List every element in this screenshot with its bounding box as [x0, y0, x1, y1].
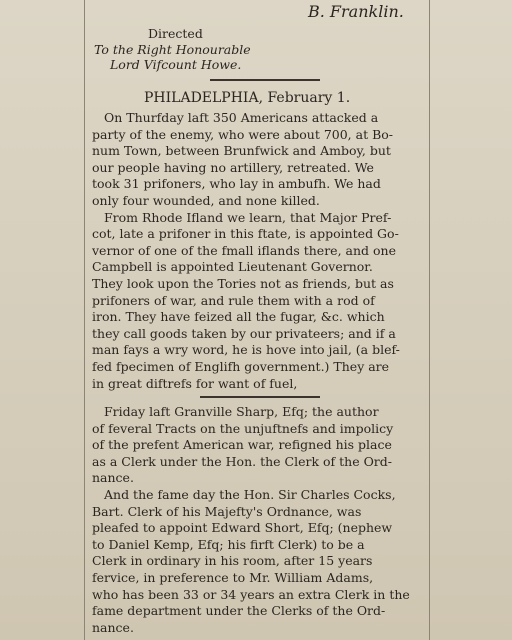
article-line: as a Clerk under the Hon. the Clerk of the Ord-: [92, 453, 393, 469]
article-line: who has been 33 or 34 years an extra Clerk in the: [92, 586, 410, 602]
article-line: they call goods taken by our privateers; and if a: [92, 325, 396, 341]
article-line: From Rhode Ifland we learn, that Major Pref-: [104, 209, 392, 225]
article-line: And the fame day the Hon. Sir Charles Cocks,: [104, 487, 396, 502]
article-line: fed fpecimen of Englifh government.) They are: [92, 359, 390, 374]
article-line: party of the enemy, who were about 700, at Bo-: [92, 126, 394, 142]
article-line: of feveral Tracts on the unjuftnefs and impolicy: [92, 420, 394, 436]
article-line: Friday laft Granville Sharp, Efq; the author: [104, 404, 379, 419]
dateline: PHILADELPHIA, February 1.: [144, 90, 351, 106]
article-line: to Daniel Kemp, Efq; his firft Clerk) to be a: [92, 536, 365, 552]
article-line: pleafed to appoint Edward Short, Efq; (nephew: [92, 520, 393, 536]
article-line: vernor of one of the fmall iflands there, and one: [92, 242, 396, 258]
article-line: in great diftrefs for want of fuel,: [92, 375, 298, 391]
signature: B. Franklin.: [308, 2, 404, 21]
article-line: On Thurfday laft 350 Americans attacked a: [104, 110, 379, 125]
column-rule-right: [429, 0, 430, 640]
article-line: nance.: [92, 619, 134, 635]
article-line: prifoners of war, and rule them with a rod of: [92, 292, 375, 308]
article-line: Clerk in ordinary in his room, after 15 years: [92, 553, 373, 569]
article-line: Campbell is appointed Lieutenant Governor.: [92, 259, 373, 275]
article-line: num Town, between Brunfwick and Amboy, but: [92, 143, 391, 159]
article-line: our people having no artillery, retreated. We: [92, 159, 374, 175]
article-line: only four wounded, and none killed.: [92, 193, 320, 208]
article-line: man fays a wry word, he is hove into jail, (a blef-: [92, 342, 400, 358]
address-line: To the Right Honourable: [94, 42, 251, 57]
article-line: fervice, in preference to Mr. William Adams,: [92, 570, 374, 585]
article-line: took 31 prifoners, who lay in ambufh. We had: [92, 176, 381, 192]
article-line: nance.: [92, 470, 134, 486]
article-line: Bart. Clerk of his Majefty's Ordnance, was: [92, 503, 362, 519]
article-divider: [200, 396, 320, 398]
column-rule-left: [84, 0, 85, 640]
article-line: of the prefent American war, refigned his place: [92, 437, 392, 453]
article-line: fame department under the Clerks of the Ord-: [92, 603, 386, 619]
article-line: They look upon the Tories not as friends, but as: [92, 276, 394, 291]
address-name: Lord Vifcount Howe.: [110, 57, 242, 72]
article-line: iron. They have feized all the fugar, &c. which: [92, 309, 385, 325]
section-rule: [210, 79, 320, 81]
directed-label: Directed: [148, 26, 203, 41]
article-line: cot, late a prifoner in this ftate, is appointed Go-: [92, 226, 399, 242]
